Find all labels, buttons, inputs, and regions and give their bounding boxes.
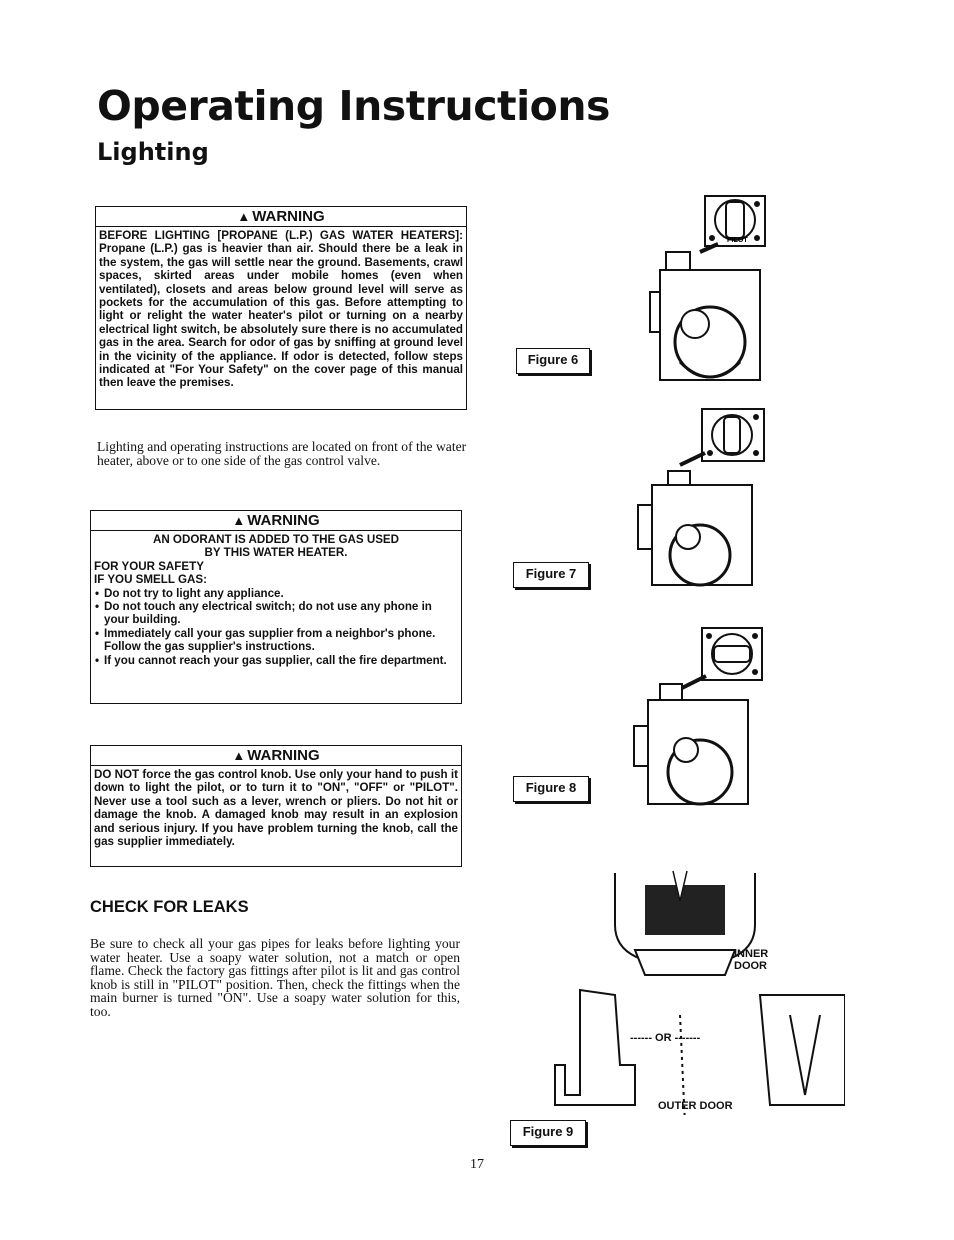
safety-heading: FOR YOUR SAFETY: [94, 559, 204, 573]
check-leaks-heading: CHECK FOR LEAKS: [90, 898, 249, 916]
gas-valve-figure-7: [620, 405, 770, 595]
safety-list: [94, 587, 458, 667]
warning-triangle-icon: ▲: [232, 513, 246, 528]
warning-text: BEFORE LIGHTING [PROPANE (L.P.) GAS WATER HEATERS]: Propane (L.P.) gas is heavier than air. Should there be a leak in the system, the gas will settle near the ground. Basements, crawl spaces, skirted areas under mobile homes (even when ventilated), closets and areas below ground level will serve as pockets for the accumulation of this gas. Before attempting to light or relight the water heater's pilot or turning on a nearby electrical light switch, be absolutely sure there is no accumulated gas in the area. Search for odor of gas by sniffing at ground level in the vicinity of the appliance. If odor is detected, follow steps indicated at "For Your Safety" on the cover page of this manual then leave the premises.: [99, 229, 463, 390]
list-item: • If you cannot reach your gas supplier, call the fire department.: [104, 654, 458, 667]
odorant-line-2: BY THIS WATER HEATER.: [204, 546, 348, 560]
section-title-lighting: Lighting: [97, 138, 209, 166]
warning-box-odorant: [90, 510, 462, 704]
odorant-line-1: AN ODORANT IS ADDED TO THE GAS USED: [152, 533, 400, 546]
figure-8-label: Figure 8: [513, 776, 589, 802]
gas-valve-figure-6: [640, 192, 770, 392]
warning-box-knob: [90, 745, 462, 867]
list-item: • Do not try to light any appliance.: [104, 587, 458, 600]
warning-box-propane: [95, 206, 467, 410]
warning-heading: ▲ WARNING: [91, 746, 461, 766]
or-label: ------ OR -------: [630, 1032, 701, 1044]
figure-7-label: Figure 7: [513, 562, 589, 588]
pilot-dial-label: PILOT: [727, 237, 748, 244]
gas-valve-figure-8: [620, 622, 770, 812]
smell-gas-heading: IF YOU SMELL GAS:: [94, 573, 207, 587]
list-item: • Do not touch any electrical switch; do not use any phone in your building.: [104, 600, 458, 627]
figure-9-label: Figure 9: [510, 1120, 586, 1146]
warning-text: DO NOT force the gas control knob. Use only your hand to push it down to light the pilot, or to turn it to "ON", "OFF" or "PILOT". Never use a tool such as a lever, wrench or pliers. Do not hit or damage the knob. A damaged knob may result in an explosion and serious injury. If you have problem turning the knob, call the gas supplier immediately.: [94, 768, 458, 849]
check-leaks-paragraph: Be sure to check all your gas pipes for leaks before lighting your water heater. Use a soapy water solution, not a match or open flame. Check the factory gas fittings after pilot is lit and gas control knob is still in "PILOT" position. Then, check the fittings when the main burner is turned "ON". Use a soapy water solution for this, too.: [90, 936, 460, 1019]
list-item: • Immediately call your gas supplier from a neighbor's phone. Follow the gas supplier's instructions.: [104, 627, 458, 654]
figure-6-label: Figure 6: [516, 348, 590, 374]
burner-door-figure-9: [545, 865, 845, 1115]
warning-triangle-icon: ▲: [237, 209, 251, 224]
warning-heading: ▲ WARNING: [96, 207, 466, 227]
warning-triangle-icon: ▲: [232, 748, 246, 763]
page-title: Operating Instructions: [97, 82, 610, 130]
warning-heading: ▲ WARNING: [91, 511, 461, 531]
outer-door-label: OUTER DOOR: [658, 1100, 733, 1112]
lighting-paragraph: Lighting and operating instructions are located on front of the water heater, above or to one side of the gas control valve.: [97, 439, 467, 468]
page-number: 17: [470, 1157, 484, 1172]
inner-door-label-1: INNER: [734, 948, 769, 960]
inner-door-label-2: DOOR: [734, 960, 767, 972]
